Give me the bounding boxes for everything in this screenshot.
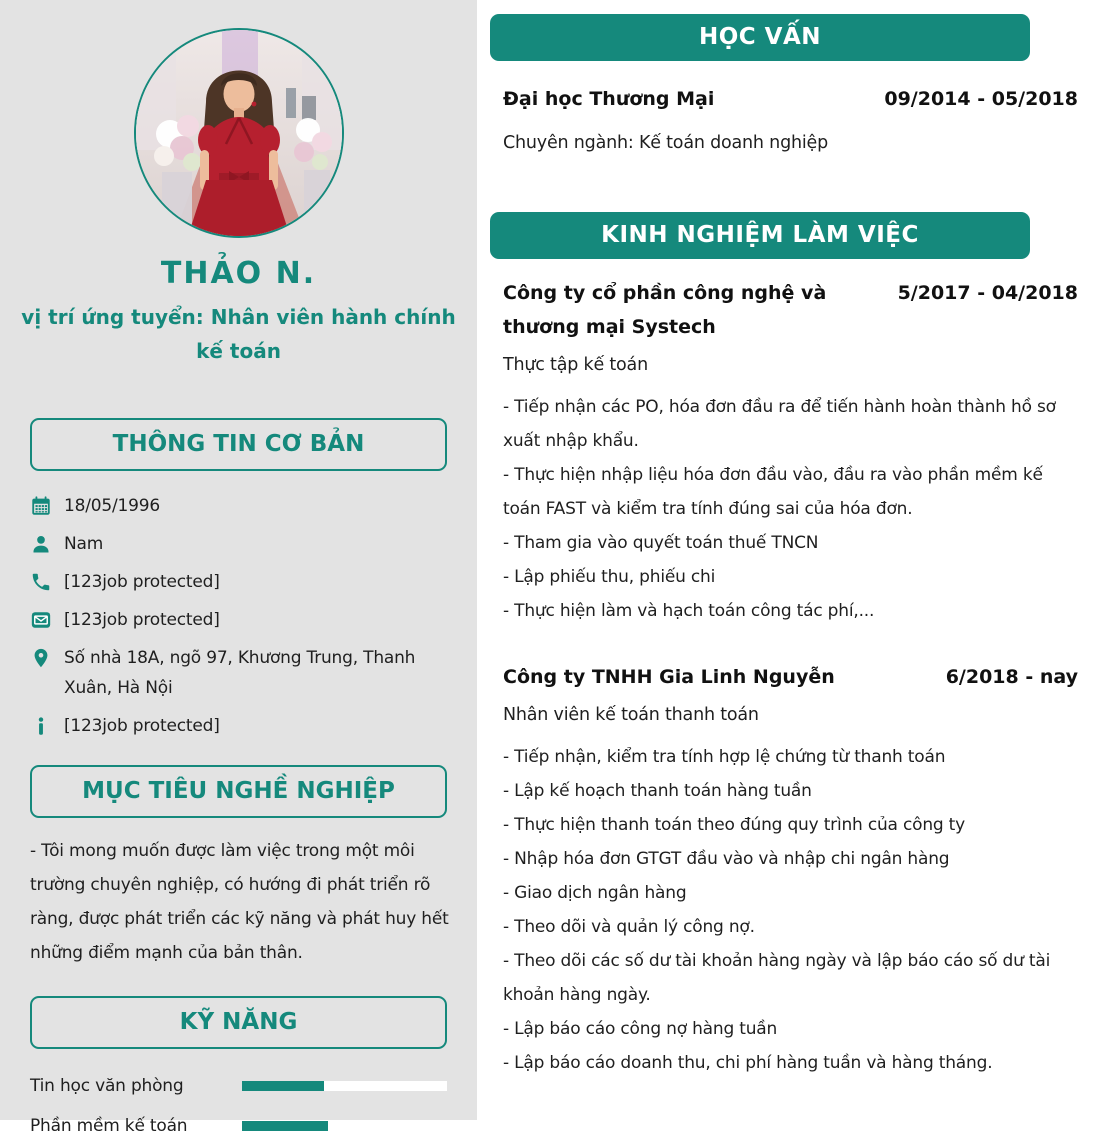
- info-icon: [30, 715, 52, 737]
- objective-text: - Tôi mong muốn được làm việc trong một môi trường chuyên nghiệp, có hướng đi phát triển rõ ràng, được phát triển các kỹ năng và phát huy hết những điểm mạnh của bản thân.: [30, 841, 449, 963]
- skill-bar-fill: [242, 1081, 324, 1091]
- sidebar: [0, 0, 477, 1136]
- basic-info-item: [30, 711, 449, 741]
- basic-info-item: [30, 567, 449, 597]
- job-bullet: - Tiếp nhận các PO, hóa đơn đầu ra để tiến hành hoàn thành hồ sơ xuất nhập khẩu.: [503, 397, 1056, 451]
- education-period: 09/2014 - 05/2018: [884, 88, 1078, 110]
- experience-entry: [503, 276, 1078, 628]
- job-bullet: - Theo dõi các số dư tài khoản hàng ngày và lập báo cáo số dư tài khoản hàng ngày.: [503, 951, 1051, 1005]
- objective-section-title: MỤC TIÊU NGHỀ NGHIỆP: [30, 765, 447, 818]
- experience-entries: [503, 276, 1078, 1080]
- skills-section-title: KỸ NĂNG: [30, 996, 447, 1049]
- job-bullets: [503, 390, 1078, 628]
- job-bullet: - Nhập hóa đơn GTGT đầu vào và nhập chi ngân hàng: [503, 849, 950, 869]
- calendar-icon: [30, 495, 52, 517]
- job-bullet: - Theo dõi và quản lý công nợ.: [503, 917, 755, 937]
- basic-info-value: [123job protected]: [64, 572, 220, 592]
- basic-info-item: [30, 529, 449, 559]
- basic-info-value: Nam: [64, 534, 104, 554]
- basic-info-value: [123job protected]: [64, 716, 220, 736]
- skill-label: Tin học văn phòng: [30, 1076, 184, 1096]
- experience-period: 6/2018 - nay: [945, 666, 1078, 688]
- skill-row: [30, 1071, 447, 1101]
- job-bullets: [503, 740, 1078, 1080]
- basic-info-value: Số nhà 18A, ngõ 97, Khương Trung, Thanh Xuân, Hà Nội: [64, 648, 416, 698]
- phone-icon: [30, 571, 52, 593]
- skills-list: [30, 1071, 447, 1141]
- experience-section-header: KINH NGHIỆM LÀM VIỆC: [490, 212, 1030, 259]
- job-bullet: - Lập báo cáo doanh thu, chi phí hàng tuần và hàng tháng.: [503, 1053, 993, 1073]
- profile-photo: [134, 28, 344, 238]
- company-name: Công ty cổ phần công nghệ và thương mại Systech: [503, 282, 827, 338]
- job-bullet: - Lập phiếu thu, phiếu chi: [503, 567, 716, 587]
- basic-info-item: [30, 643, 449, 703]
- job-bullet: - Tiếp nhận, kiểm tra tính hợp lệ chứng từ thanh toán: [503, 747, 946, 767]
- education-entries: [503, 82, 1078, 156]
- job-bullet: - Thực hiện nhập liệu hóa đơn đầu vào, đầu ra vào phần mềm kế toán FAST và kiểm tra tính đúng sai của hóa đơn.: [503, 465, 1043, 519]
- basic-info-value: 18/05/1996: [64, 496, 160, 516]
- basic-info-section-title: THÔNG TIN CƠ BẢN: [30, 418, 447, 471]
- candidate-name: THẢO N.: [160, 256, 317, 291]
- basic-info-item: [30, 491, 449, 521]
- skill-bar: [242, 1121, 447, 1131]
- location-icon: [30, 647, 52, 669]
- job-bullet: - Thực hiện làm và hạch toán công tác phí,...: [503, 601, 875, 621]
- job-bullet: - Tham gia vào quyết toán thuế TNCN: [503, 533, 819, 553]
- skill-bar-fill: [242, 1121, 328, 1131]
- experience-period: 5/2017 - 04/2018: [897, 282, 1078, 304]
- skill-bar: [242, 1081, 447, 1091]
- company-name: Công ty TNHH Gia Linh Nguyễn: [503, 666, 835, 688]
- email-icon: [30, 609, 52, 631]
- basic-info-list: [30, 491, 449, 741]
- basic-info-item: [30, 605, 449, 635]
- education-section-header: HỌC VẤN: [490, 14, 1030, 61]
- job-bullet: - Thực hiện thanh toán theo đúng quy trình của công ty: [503, 815, 966, 835]
- skill-label: Phần mềm kế toán: [30, 1116, 188, 1136]
- job-bullet: - Giao dịch ngân hàng: [503, 883, 687, 903]
- main-column: [477, 0, 1106, 1120]
- job-position: Thực tập kế toán: [503, 355, 648, 375]
- experience-entry: [503, 660, 1078, 1080]
- profile-photo-placeholder: [136, 30, 342, 236]
- user-icon: [30, 533, 52, 555]
- basic-info-value: [123job protected]: [64, 610, 220, 630]
- applied-position: vị trí ứng tuyển: Nhân viên hành chính kế toán: [21, 305, 456, 363]
- job-bullet: - Lập kế hoạch thanh toán hàng tuần: [503, 781, 812, 801]
- skill-row: [30, 1111, 447, 1141]
- education-detail: Chuyên ngành: Kế toán doanh nghiệp: [503, 133, 829, 153]
- education-entry: [503, 82, 1078, 156]
- job-position: Nhân viên kế toán thanh toán: [503, 705, 759, 725]
- school-name: Đại học Thương Mại: [503, 88, 715, 110]
- job-bullet: - Lập báo cáo công nợ hàng tuần: [503, 1019, 778, 1039]
